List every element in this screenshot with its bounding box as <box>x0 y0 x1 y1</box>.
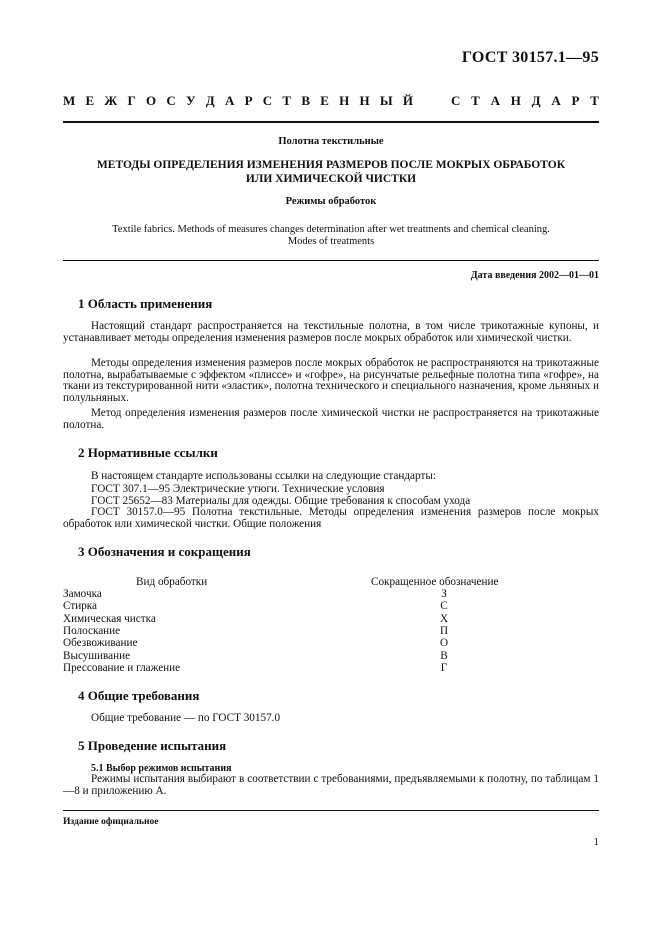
treatment-name: Стирка <box>63 600 98 613</box>
section1-heading: 1 Область применения <box>78 296 213 311</box>
official-edition-label: Издание официальное <box>63 817 159 827</box>
banner-letter: Н <box>339 93 350 108</box>
treatment-name: Замочка <box>63 588 102 600</box>
section1-paragraph3: Метод определения изменения размеров после химической чистки не распространяется на трикотажные полотна. <box>63 407 599 431</box>
banner-letter: Д <box>531 93 541 108</box>
treatment-code: Г <box>440 661 448 674</box>
banner-letter: Р <box>571 93 580 108</box>
subsection-5-1-heading: 5.1 Выбор режимов испытания <box>91 763 232 774</box>
banner-letter: С <box>451 93 461 108</box>
introduction-date: Дата введения 2002—01—01 <box>470 270 599 281</box>
section2-heading: 2 Нормативные ссылки <box>78 445 218 460</box>
treatment-name: Обезвоживание <box>63 637 138 650</box>
column-abbreviation: Сокращенное обозначение <box>371 576 499 588</box>
banner-letter: Н <box>359 93 370 108</box>
reference-gost-30157: ГОСТ 30157.0—95 Полотна текстильные. Методы определения изменения размеров после мокрых обработок или химической чистки. Общие положения <box>63 506 599 530</box>
treatment-name: Химическая чистка <box>63 612 156 625</box>
banner-letter: А <box>224 93 235 108</box>
reference-gost-307: ГОСТ 307.1—95 Электрические утюги. Технические условия <box>91 483 385 495</box>
banner-letter: Е <box>85 93 95 108</box>
treatment-name: Полоскание <box>63 624 121 637</box>
banner-letter: С <box>166 93 176 108</box>
section5-text: Режимы испытания выбирают в соответствии с требованиями, предъявляемыми к полотну, по таблицам 1—8 и приложению А. <box>63 773 599 797</box>
section5-heading: 5 Проведение испытания <box>78 738 227 753</box>
treatment-code: С <box>440 600 448 613</box>
banner-letter: Ы <box>379 93 393 108</box>
section3-heading: 3 Обозначения и сокращения <box>78 544 251 559</box>
title-english-line2: Modes of treatments <box>287 236 375 247</box>
section1-paragraph1: Настоящий стандарт распространяется на текстильные полотна, в том числе трикотажные купоны, и устанавливает методы определения изменения размеров после мокрых обработок или химической чистки. <box>63 320 599 344</box>
reference-gost-25652: ГОСТ 25652—83 Материалы для одежды. Общие требования к способам ухода <box>91 495 471 507</box>
treatment-code: П <box>439 624 449 637</box>
banner-letter: Г <box>127 93 136 108</box>
banner-letter: Й <box>402 93 413 108</box>
title-fabric: Полотна текстильные <box>278 136 384 147</box>
banner-letter: С <box>262 93 273 108</box>
treatment-code: З <box>441 588 447 600</box>
column-treatment-type: Вид обработки <box>136 576 208 588</box>
treatment-code: Х <box>439 612 449 625</box>
footer-rule <box>63 810 599 811</box>
treatment-name: Прессование и глажение <box>63 661 181 674</box>
title-english <box>63 224 599 248</box>
interstate-word <box>63 93 413 109</box>
header-rule <box>63 121 599 123</box>
banner-letter: Е <box>320 93 329 108</box>
banner-letter: Р <box>244 93 253 108</box>
interstate-standard-banner <box>63 93 599 109</box>
banner-letter: Н <box>510 93 521 108</box>
banner-letter: Т <box>471 93 480 108</box>
document-code: ГОСТ 30157.1—95 <box>461 49 599 66</box>
banner-letter: М <box>63 93 76 108</box>
banner-letter: В <box>301 93 310 108</box>
treatment-code: О <box>439 637 449 650</box>
banner-letter: Т <box>282 93 292 108</box>
title-rule <box>63 260 599 261</box>
banner-letter: А <box>490 93 500 108</box>
treatment-name: Высушивание <box>63 649 131 662</box>
title-english-line1: Textile fabrics. Methods of measures changes determination after wet treatments and chemical cleaning. <box>112 224 550 235</box>
section4-text: Общие требование — по ГОСТ 30157.0 <box>91 712 281 724</box>
banner-letter: Ж <box>104 93 118 108</box>
title-methods <box>63 158 599 186</box>
section4-heading: 4 Общие требования <box>78 688 200 703</box>
section2-intro: В настоящем стандарте использованы ссылки на следующие стандарты: <box>91 470 436 482</box>
title-methods-line1: МЕТОДЫ ОПРЕДЕЛЕНИЯ ИЗМЕНЕНИЯ РАЗМЕРОВ ПОСЛЕ МОКРЫХ ОБРАБОТОК <box>96 159 566 171</box>
standard-word <box>451 93 599 109</box>
treatment-code: В <box>440 649 448 662</box>
banner-letter: Т <box>590 93 599 108</box>
title-modes: Режимы обработок <box>285 196 377 207</box>
banner-letter: У <box>186 93 196 108</box>
title-methods-line2: ИЛИ ХИМИЧЕСКОЙ ЧИСТКИ <box>245 173 417 185</box>
banner-letter: А <box>551 93 561 108</box>
banner-letter: О <box>146 93 157 108</box>
section1-paragraph2: Методы определения изменения размеров после мокрых обработок не распространяются на трикотажные полотна, вырабатываемые с эффектом «плиссе» и «гофре», на рисунчатые рельефные полотна типа «гофре», на ткани из текстурированной нити «эластик», полотна технического и специального назначения, кроме льняных и полульняных. <box>63 357 599 404</box>
page-number: 1 <box>593 836 599 848</box>
banner-letter: Д <box>205 93 215 108</box>
